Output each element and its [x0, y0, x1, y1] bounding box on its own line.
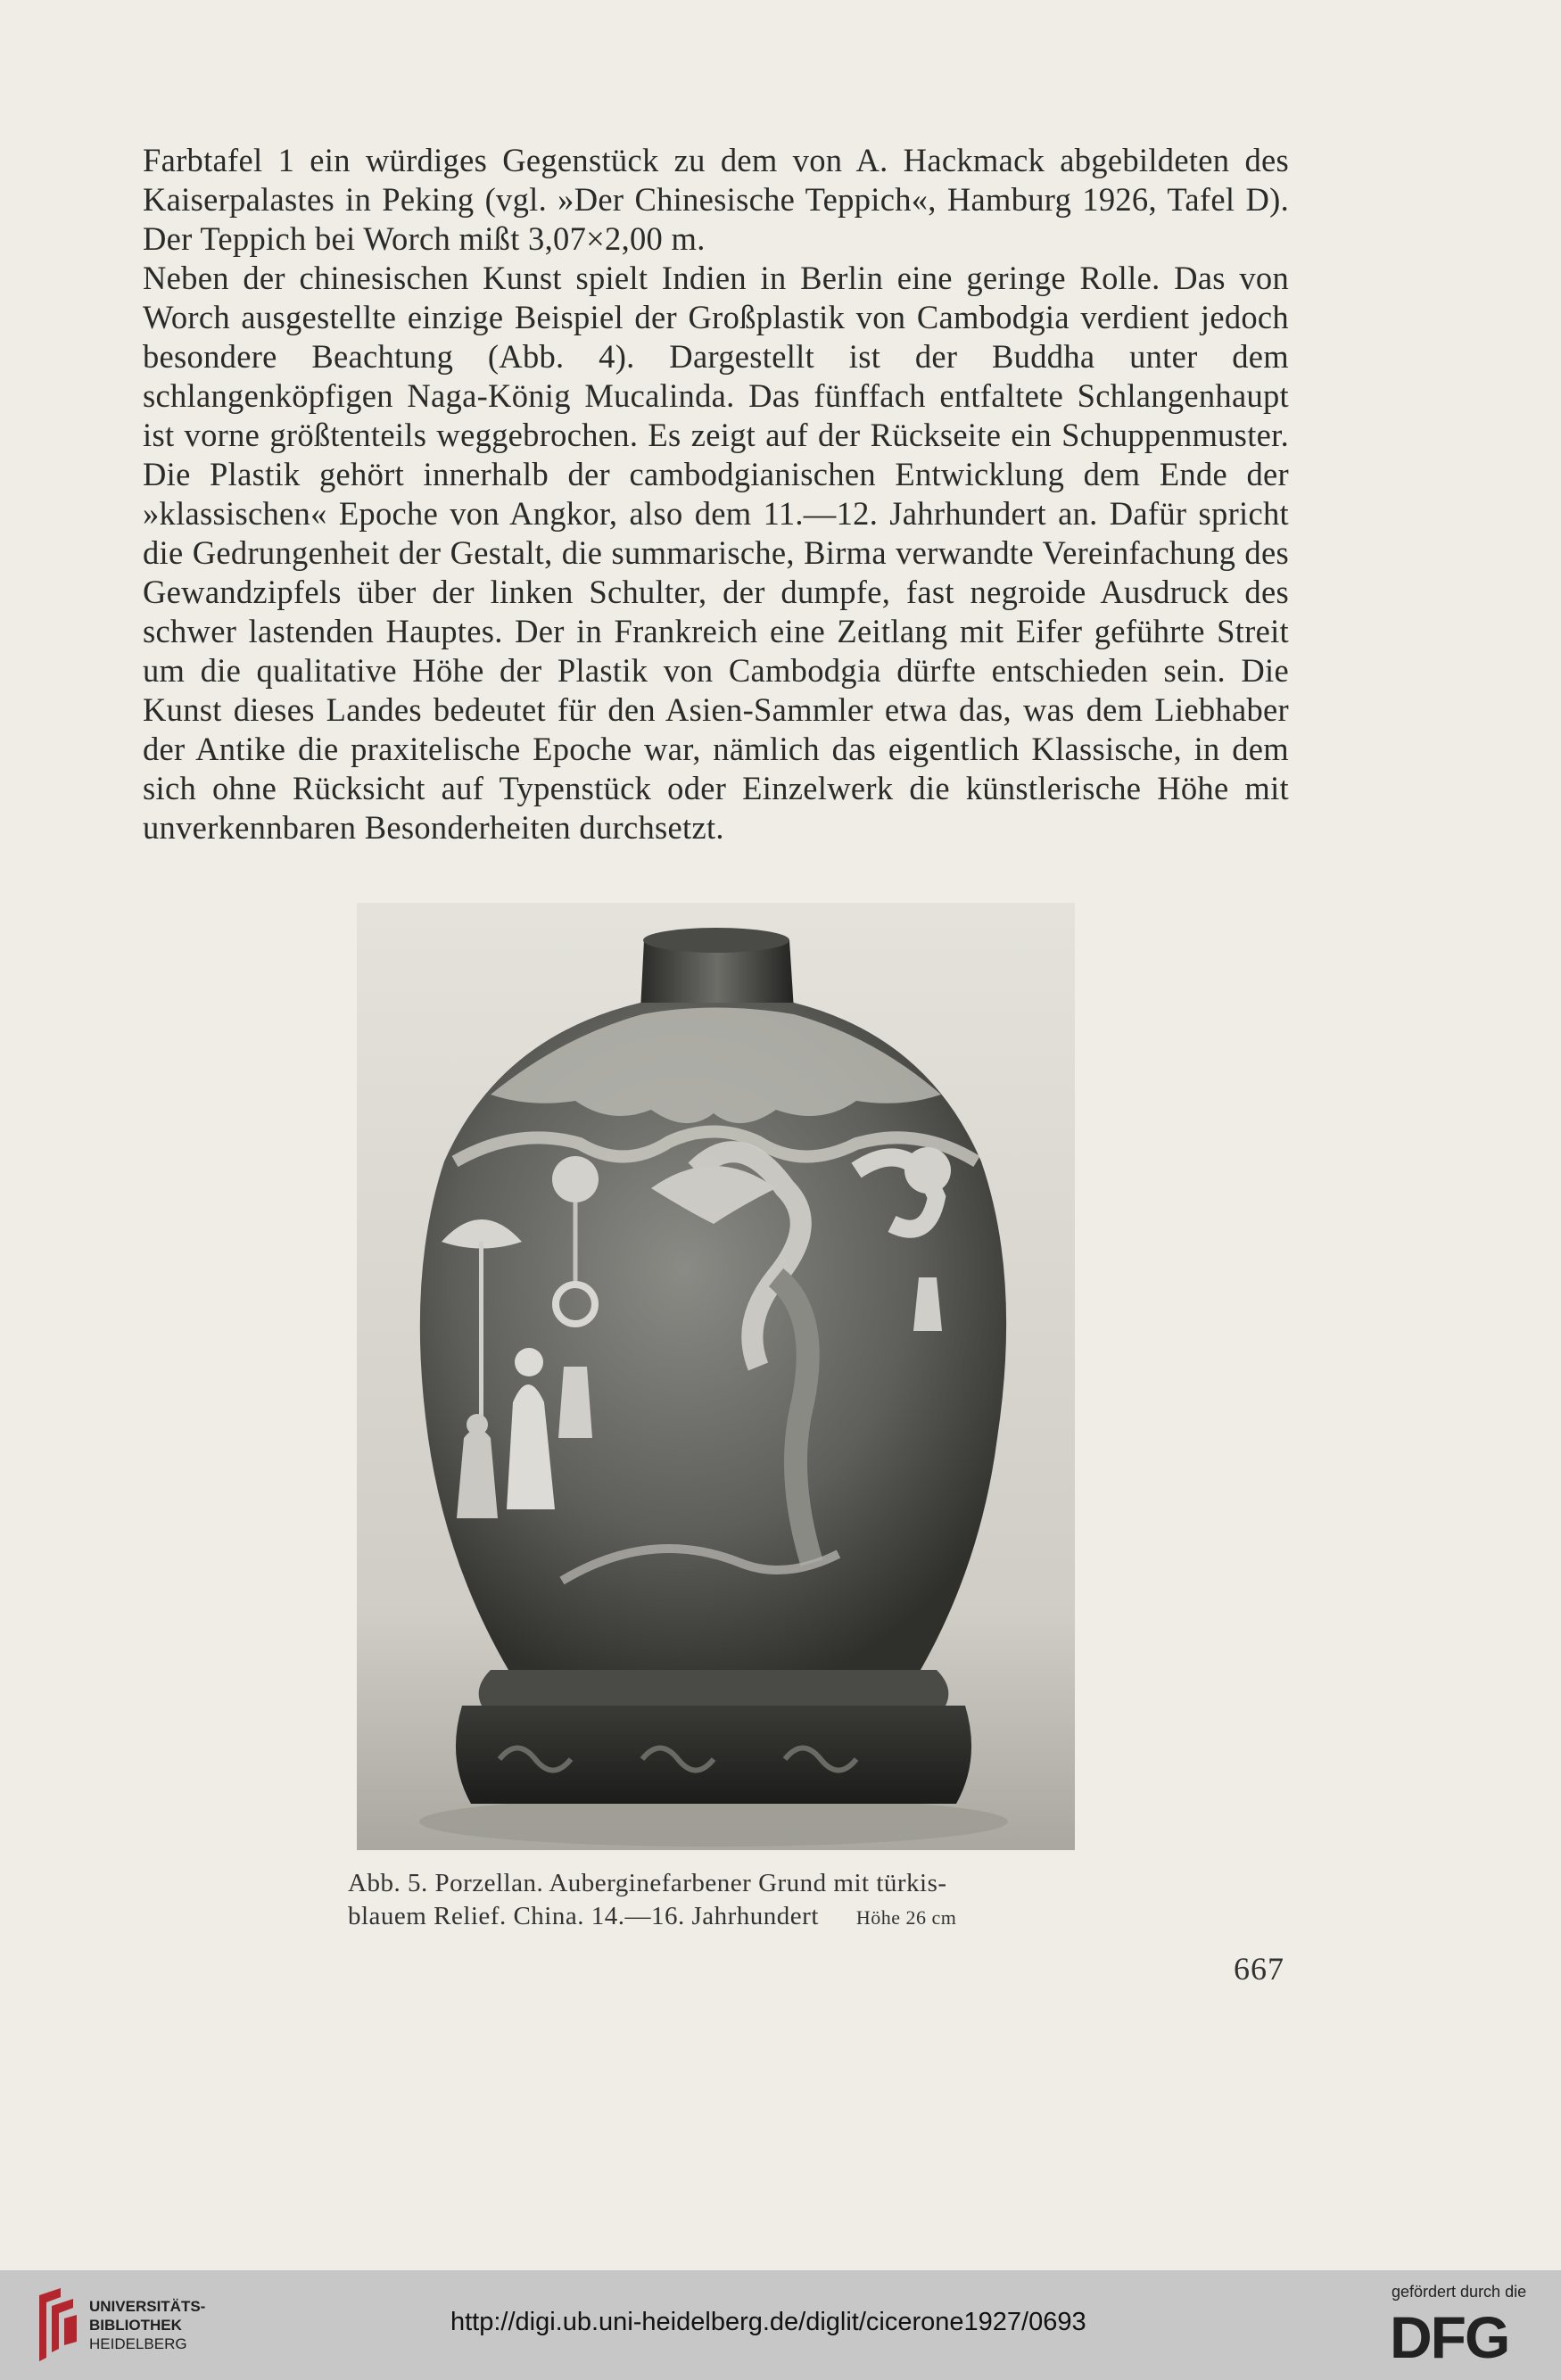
body-text: [143, 141, 1289, 847]
funding-note: gefördert durch die: [1392, 2283, 1527, 2301]
dfg-logo-text: DFG: [1390, 2306, 1509, 2365]
dfg-logo: [1390, 2306, 1541, 2365]
library-name-line-3: HEIDELBERG: [89, 2335, 187, 2352]
library-name-line-2: BIBLIOTHEK: [89, 2317, 182, 2334]
caption-line-2: [348, 1900, 1084, 1934]
page-number: 667: [1234, 1951, 1284, 1987]
figure-caption: [348, 1867, 1084, 1934]
caption-line-1: Abb. 5. Porzellan. Auberginefarbener Grund mit türkis-: [348, 1869, 947, 1897]
footer-bar: [0, 2270, 1561, 2380]
library-logo-icon: [34, 2286, 78, 2363]
source-url-link[interactable]: http://digi.ub.uni-heidelberg.de/diglit/cicerone1927/0693: [450, 2308, 1086, 2336]
caption-height: Höhe 26 cm: [855, 1906, 957, 1929]
paragraph-1: Farbtafel 1 ein würdiges Gegenstück zu dem von A. Hackmack abgebildeten des Kaiserpalastes in Peking (vgl. »Der Chinesische Teppich«, Hamburg 1926, Tafel D). Der Teppich bei Worch mißt 3,07×2,00 m.: [143, 142, 1289, 257]
library-name-line-1: UNIVERSITÄTS-: [89, 2298, 206, 2315]
vase-photograph: [357, 903, 1075, 1850]
vase-illustration: [357, 903, 1075, 1850]
caption-line-2-text: blauem Relief. China. 14.—16. Jahrhundert: [348, 1902, 819, 1930]
paragraph-2: Neben der chinesischen Kunst spielt Indien in Berlin eine geringe Rolle. Das von Worch ausgestellte einzige Beispiel der Großplastik von Cambodgia verdient jedoch besondere Beachtung (Abb. 4). Dargestellt ist der Buddha unter dem schlangenköpfigen Naga-König Mucalinda. Das fünffach entfaltete Schlangenhaupt ist vorne größtenteils weggebrochen. Es zeigt auf der Rückseite ein Schuppenmuster. Die Plastik gehört innerhalb der cambodgianischen Entwicklung dem Ende der »klassischen« Epoche von Angkor, also dem 11.—12. Jahrhundert an. Dafür spricht die Gedrungenheit der Gestalt, die summarische, Birma verwandte Vereinfachung des Gewandzipfels über der linken Schulter, der dumpfe, fast negroide Ausdruck des schwer lastenden Hauptes. Der in Frankreich eine Zeitlang mit Eifer geführte Streit um die qualitative Höhe der Plastik von Cambodgia dürfte entschieden sein. Die Kunst dieses Landes bedeutet für den Asien-Sammler etwa das, was dem Liebhaber der Antike die praxitelische Epoche war, nämlich das eigentlich Klassische, in dem sich ohne Rücksicht auf Typenstück oder Einzelwerk die künstlerische Höhe mit unverkennbaren Besonderheiten durchsetzt.: [143, 260, 1289, 846]
library-name: [89, 2297, 205, 2353]
